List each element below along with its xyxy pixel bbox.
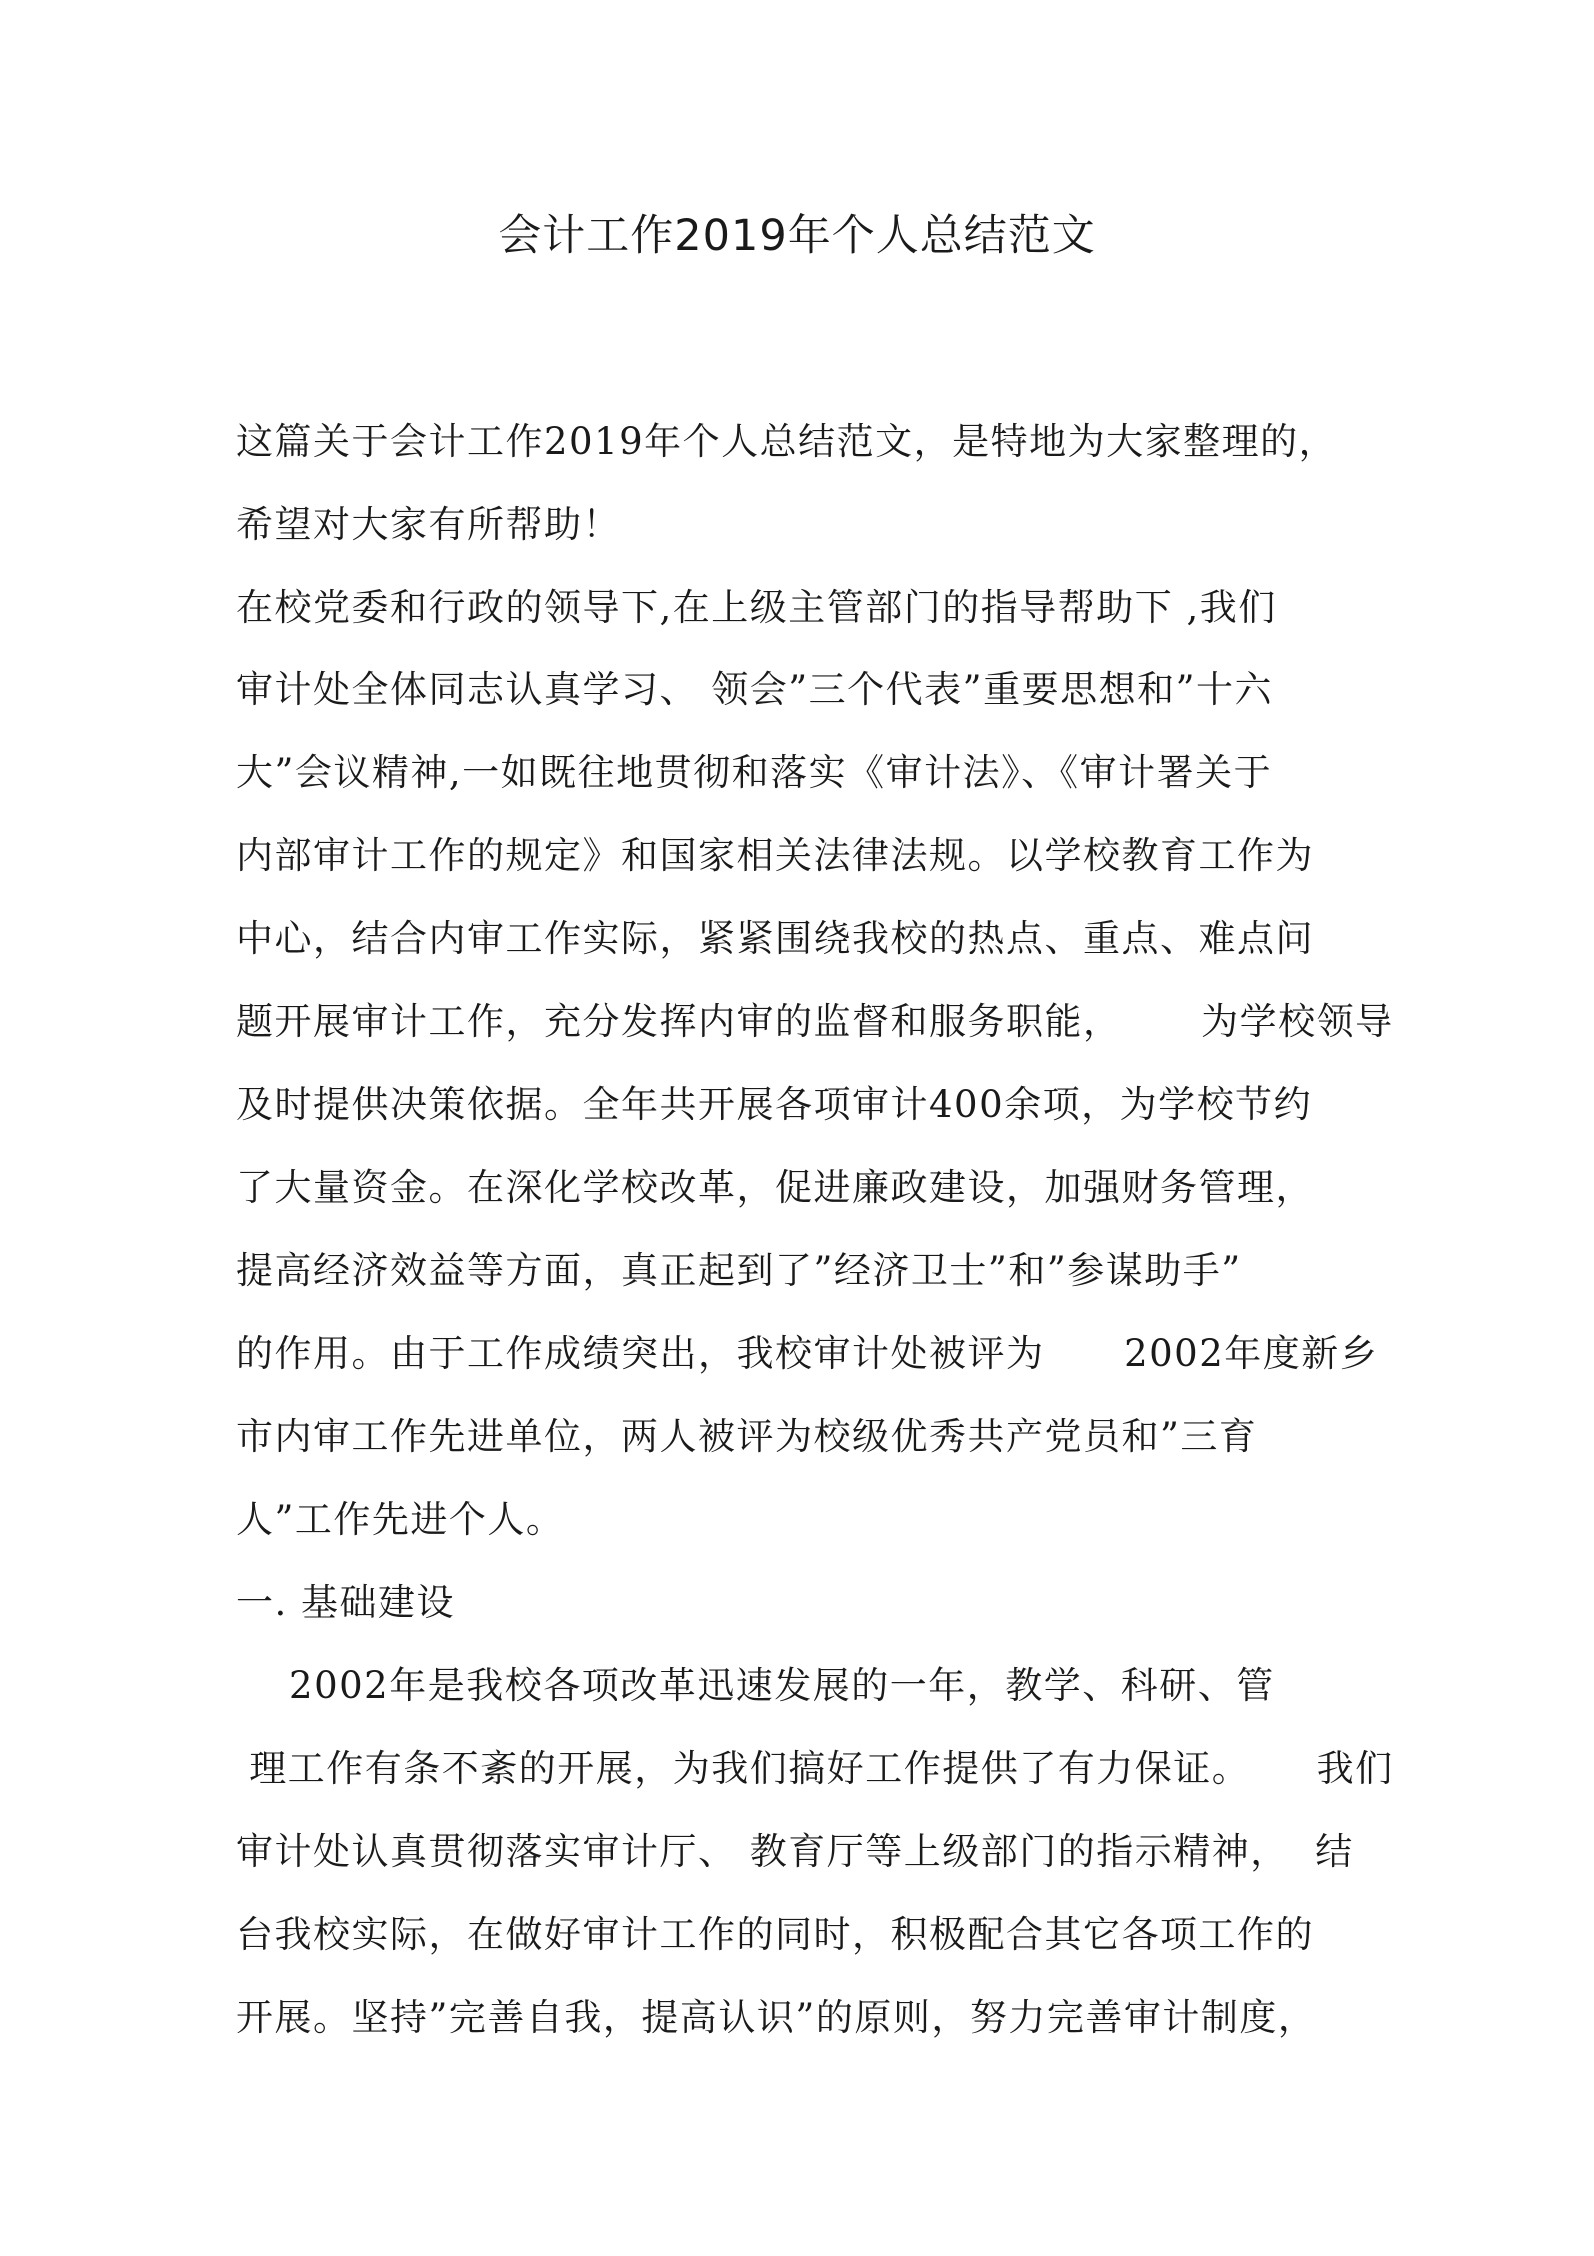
document-title: 会计工作2019年个人总结范文 (498, 211, 1096, 261)
text-line: 及时提供决策依据。全年共开展各项审计400余项，为学校节约 (236, 1083, 1313, 1126)
text-line: 人”工作先进个人。 (236, 1498, 565, 1541)
text-line: 内部审计工作的规定》和国家相关法律法规。以学校教育工作为 (236, 834, 1314, 877)
section-heading: 一. 基础建设 (236, 1581, 456, 1624)
text-line: 的作用。由于工作成绩突出，我校审计处被评为 2002年度新乡 (236, 1332, 1379, 1375)
text-line: 审计处全体同志认真学习、 领会”三个代表”重要思想和”十六 (236, 668, 1274, 711)
text-line: 2002年是我校各项改革迅速发展的一年，教学、科研、管 (236, 1664, 1275, 1707)
text-line: 希望对大家有所帮助！ (236, 503, 621, 546)
text-line: 市内审工作先进单位，两人被评为校级优秀共产党员和”三育 (236, 1415, 1258, 1458)
text-line: 题开展审计工作，充分发挥内审的监督和服务职能， 为学校领导 (236, 1000, 1394, 1043)
text-line: 大”会议精神,一如既往地贯彻和落实《审计法》、《审计署关于 (236, 751, 1273, 794)
text-line: 了大量资金。在深化学校改革，促进廉政建设，加强财务管理， (236, 1166, 1314, 1209)
text-line: 审计处认真贯彻落实审计厅、 教育厅等上级部门的指示精神， 结 (236, 1830, 1354, 1873)
text-line: 在校党委和行政的领导下,在上级主管部门的指导帮助下 ,我们 (236, 586, 1277, 629)
text-line: 开展。坚持”完善自我，提高认识”的原则，努力完善审计制度， (236, 1996, 1317, 2039)
text-line: 台我校实际，在做好审计工作的同时，积极配合其它各项工作的 (236, 1913, 1314, 1956)
text-line: 中心，结合内审工作实际，紧紧围绕我校的热点、重点、难点问 (236, 917, 1314, 960)
text-line: 理工作有条不紊的开展，为我们搞好工作提供了有力保证。 我们 (236, 1747, 1394, 1790)
text-line: 这篇关于会计工作2019年个人总结范文，是特地为大家整理的， (236, 420, 1338, 463)
text-line: 提高经济效益等方面，真正起到了”经济卫士”和”参谋助手” (236, 1249, 1242, 1292)
